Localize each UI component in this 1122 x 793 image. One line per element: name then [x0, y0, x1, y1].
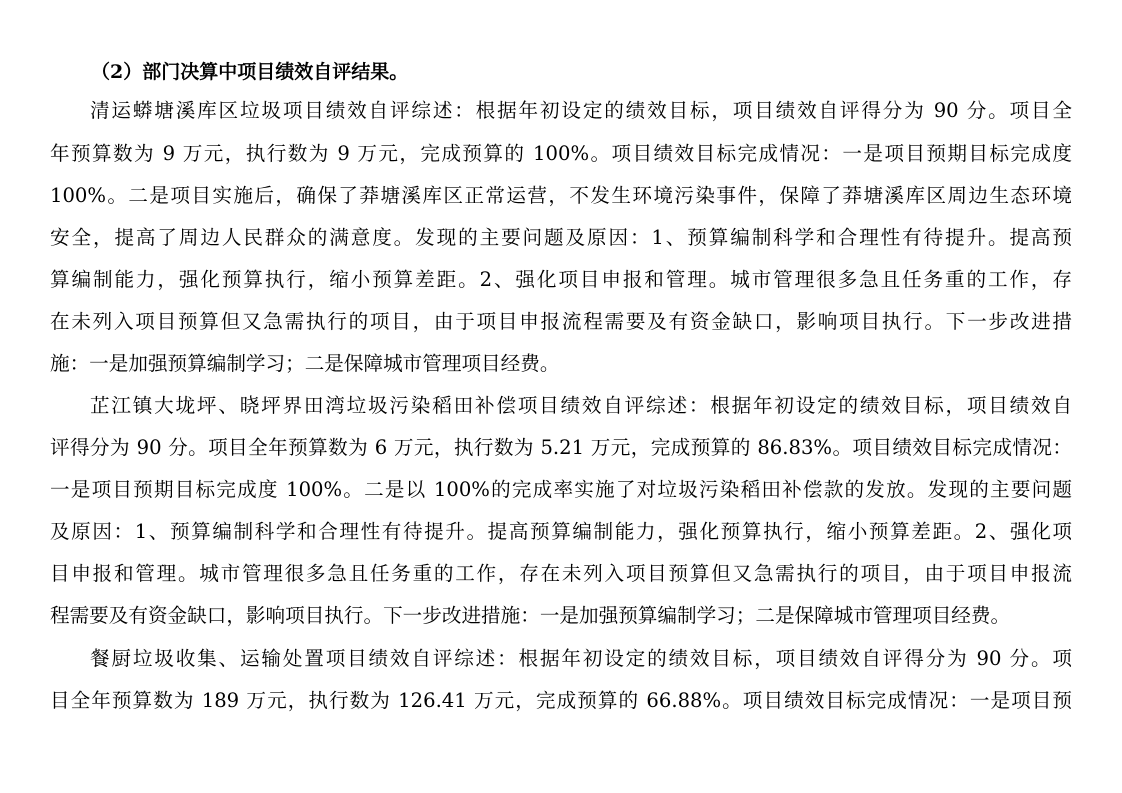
paragraph-line: 安全，提高了周边人民群众的满意度。发现的主要问题及原因：1、预算编制科学和合理性有待提升。提高预 [50, 226, 1072, 249]
paragraph-line: 100%。二是项目实施后，确保了莽塘溪库区正常运营，不发生环境污染事件，保障了莽塘溪库区周边生态环境 [50, 184, 1072, 207]
paragraph-line: 施：一是加强预算编制学习；二是保障城市管理项目经费。 [50, 352, 560, 375]
paragraph-line: 在未列入项目预算但又急需执行的项目，由于项目申报流程需要及有资金缺口，影响项目执行。下一步改进措 [50, 310, 1072, 333]
paragraph-line: 及原因：1、预算编制科学和合理性有待提升。提高预算编制能力，强化预算执行，缩小预算差距。2、强化项 [50, 520, 1072, 543]
paragraph-line: 芷江镇大垅坪、晓坪界田湾垃圾污染稻田补偿项目绩效自评综述：根据年初设定的绩效目标，项目绩效自 [90, 394, 1072, 417]
paragraph-line: 目申报和管理。城市管理很多急且任务重的工作，存在未列入项目预算但又急需执行的项目，由于项目申报流 [50, 562, 1072, 585]
paragraph-line: 目全年预算数为 189 万元，执行数为 126.41 万元，完成预算的 66.88%。项目绩效目标完成情况：一是项目预 [50, 689, 1072, 712]
paragraph-line: 清运蟒塘溪库区垃圾项目绩效自评综述：根据年初设定的绩效目标，项目绩效自评得分为 90 分。项目全 [90, 99, 1072, 122]
paragraph-line: 一是项目预期目标完成度 100%。二是以 100%的完成率实施了对垃圾污染稻田补偿款的发放。发现的主要问题 [50, 478, 1072, 501]
paragraph-line: 餐厨垃圾收集、运输处置项目绩效自评综述：根据年初设定的绩效目标，项目绩效自评得分为 90 分。项 [90, 647, 1072, 670]
paragraph-line: 算编制能力，强化预算执行，缩小预算差距。2、强化项目申报和管理。城市管理很多急且任务重的工作，存 [50, 268, 1072, 291]
paragraph-line: 程需要及有资金缺口，影响项目执行。下一步改进措施：一是加强预算编制学习；二是保障城市管理项目经费。 [50, 604, 1011, 627]
paragraph-line: 年预算数为 9 万元，执行数为 9 万元，完成预算的 100%。项目绩效目标完成情况：一是项目预期目标完成度 [50, 142, 1072, 165]
paragraph-line: 评得分为 90 分。项目全年预算数为 6 万元，执行数为 5.21 万元，完成预算的 86.83%。项目绩效目标完成情况： [50, 436, 1072, 459]
section-heading: （2）部门决算中项目绩效自评结果。 [91, 61, 409, 83]
